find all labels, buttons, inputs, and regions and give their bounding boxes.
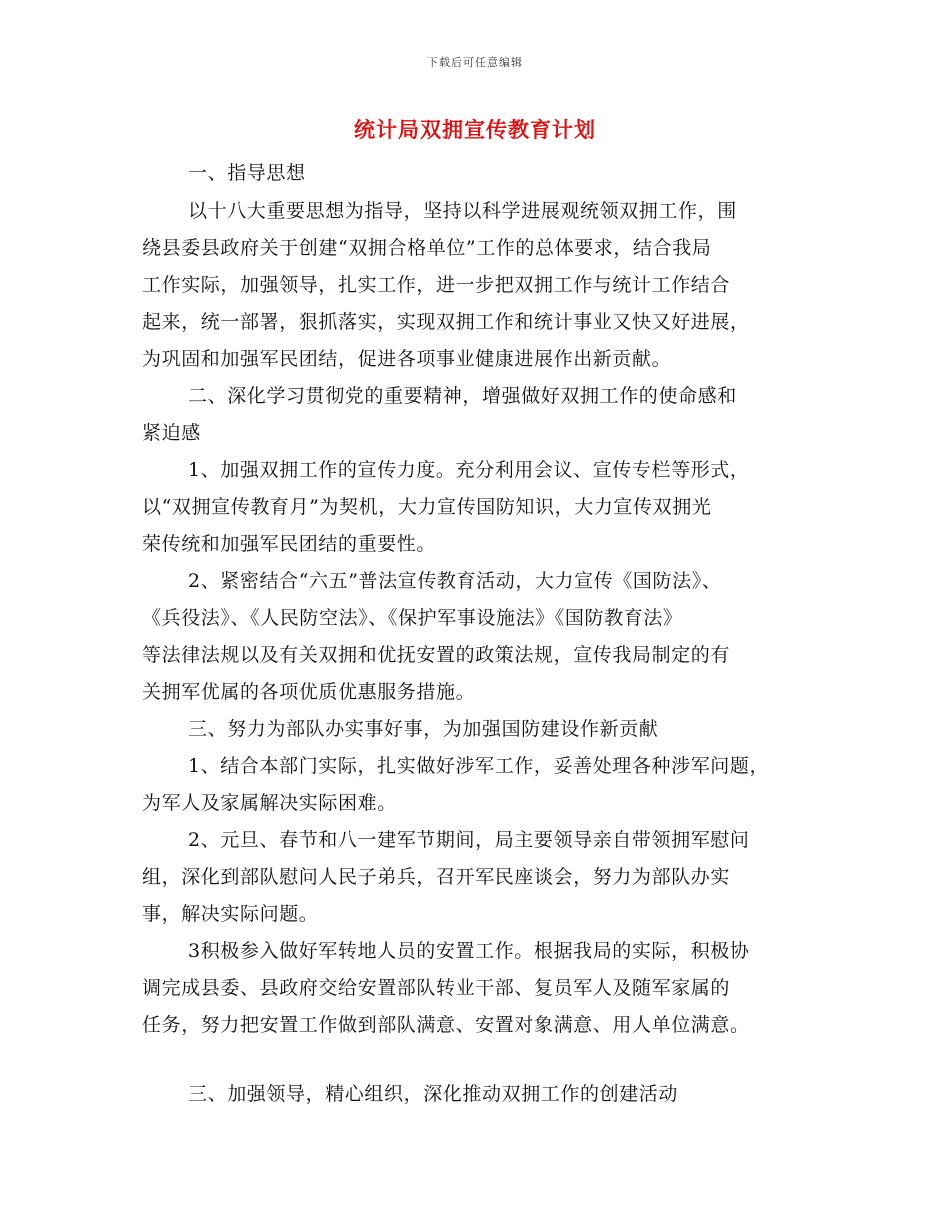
section-heading: 三、加强领导，精心组织，深化推动双拥工作的创建活动 (188, 1083, 679, 1105)
paragraph-line: 关拥军优属的各项优质优惠服务措施。 (142, 681, 476, 703)
paragraph-line: 1、加强双拥工作的宣传力度。充分利用会议、宣传专栏等形式， (188, 459, 750, 481)
paragraph-line: 《兵役法》、《人民防空法》、《保护军事设施法》《国防教育法》 (142, 607, 683, 629)
section-heading: 紧迫感 (142, 422, 201, 444)
paragraph-line: 工作实际，加强领导，扎实工作，进一步把双拥工作与统计工作结合 (142, 274, 731, 296)
paragraph-line: 2、紧密结合“六五”普法宣传教育活动，大力宣传《国防法》、 (188, 570, 722, 592)
paragraph-line: 组，深化到部队慰问人民子弟兵，召开军民座谈会，努力为部队办实 (142, 866, 731, 888)
paragraph-line: 任务，努力把安置工作做到部队满意、安置对象满意、用人单位满意。 (142, 1014, 750, 1036)
paragraph-line: 为巩固和加强军民团结，促进各项事业健康进展作出新贡献。 (142, 348, 672, 370)
paragraph-line: 以“双拥宣传教育月”为契机，大力宣传国防知识，大力宣传双拥光 (142, 496, 712, 518)
paragraph-line: 等法律法规以及有关双拥和优抚安置的政策法规，宣传我局制定的有 (142, 644, 731, 666)
document-title: 统计局双拥宣传教育计划 (354, 117, 596, 142)
paragraph-line: 2、元旦、春节和八一建军节期间，局主要领导亲自带领拥军慰问 (188, 829, 750, 851)
header-note: 下载后可任意编辑 (427, 56, 523, 69)
paragraph-line: 1、结合本部门实际，扎实做好涉军工作，妥善处理各种涉军问题， (188, 755, 770, 777)
paragraph-line: 起来，统一部署，狠抓落实，实现双拥工作和统计事业又快又好进展， (142, 311, 750, 333)
paragraph-line: 绕县委县政府关于创建“双拥合格单位”工作的总体要求，结合我局 (142, 237, 712, 259)
section-heading: 一、指导思想 (188, 162, 306, 184)
paragraph-line: 事，解决实际问题。 (142, 903, 319, 925)
paragraph-line: 为军人及家属解决实际困难。 (142, 792, 397, 814)
paragraph-line: 3积极参入做好军转地人员的安置工作。根据我局的实际，积极协 (188, 940, 750, 962)
paragraph-line: 调完成县委、县政府交给安置部队转业干部、复员军人及随军家属的 (142, 977, 731, 999)
paragraph-line: 荣传统和加强军民团结的重要性。 (142, 533, 437, 555)
section-heading: 三、努力为部队办实事好事，为加强国防建设作新贡献 (188, 718, 659, 740)
paragraph-line: 以十八大重要思想为指导，坚持以科学进展观统领双拥工作，围 (188, 200, 737, 222)
section-heading: 二、深化学习贯彻党的重要精神，增强做好双拥工作的使命感和 (188, 385, 737, 407)
